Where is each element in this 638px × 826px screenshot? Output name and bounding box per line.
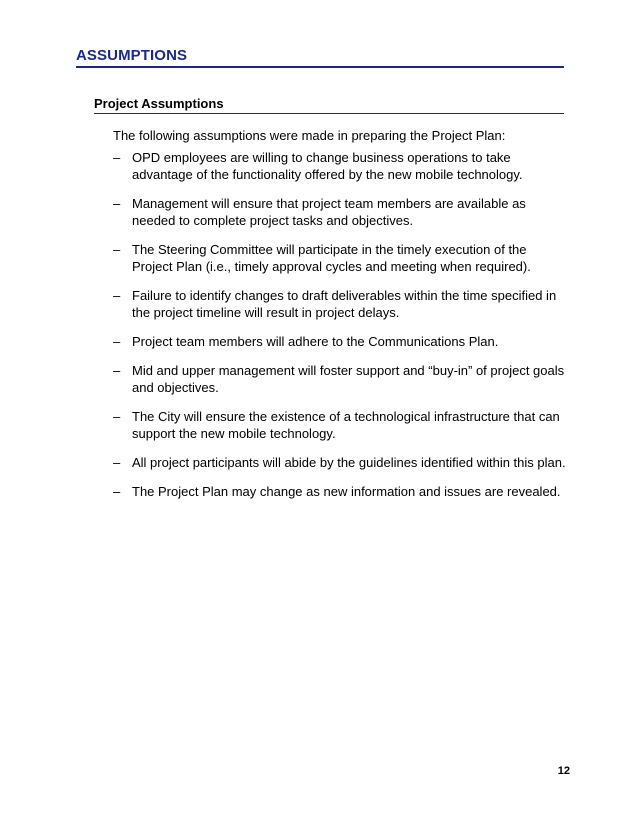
section-divider <box>76 66 564 68</box>
assumption-text: The Steering Committee will participate in the timely execution of the Project Plan (i.e., timely approval cycles and meeting when required). <box>132 242 531 274</box>
assumption-text: The City will ensure the existence of a technological infrastructure that can support the new mobile technology. <box>132 409 560 441</box>
dash-bullet: – <box>113 242 121 257</box>
dash-bullet: – <box>113 196 121 211</box>
assumption-text: Management will ensure that project team members are available as needed to complete project tasks and objectives. <box>132 196 526 228</box>
page-number: 12 <box>557 765 570 777</box>
assumption-text: Failure to identify changes to draft deliverables within the time specified in the project timeline will result in project delays. <box>132 288 557 320</box>
dash-bullet: – <box>113 288 121 303</box>
list-item <box>113 287 568 321</box>
assumptions-list <box>113 149 568 512</box>
assumption-text: Project team members will adhere to the Communications Plan. <box>132 334 499 349</box>
list-item <box>113 483 568 500</box>
dash-bullet: – <box>113 484 121 499</box>
dash-bullet: – <box>113 455 121 470</box>
dash-bullet: – <box>113 334 121 349</box>
dash-bullet: – <box>113 363 121 378</box>
intro-paragraph: The following assumptions were made in preparing the Project Plan: <box>113 128 506 143</box>
dash-bullet: – <box>113 409 121 424</box>
assumption-text: The Project Plan may change as new information and issues are revealed. <box>132 484 561 499</box>
list-item <box>113 195 568 229</box>
assumption-text: All project participants will abide by the guidelines identified within this plan. <box>132 455 566 470</box>
dash-bullet: – <box>113 150 121 165</box>
assumption-text: Mid and upper management will foster support and “buy-in” of project goals and objectives. <box>132 363 565 395</box>
section-title: ASSUMPTIONS <box>76 47 188 64</box>
list-item <box>113 362 568 396</box>
list-item <box>113 333 568 350</box>
list-item <box>113 241 568 275</box>
list-item <box>113 454 568 471</box>
list-item <box>113 149 568 183</box>
assumption-text: OPD employees are willing to change business operations to take advantage of the functionality offered by the new mobile technology. <box>132 150 523 182</box>
subsection-divider <box>94 113 564 114</box>
subsection-title: Project Assumptions <box>94 96 224 111</box>
list-item <box>113 408 568 442</box>
